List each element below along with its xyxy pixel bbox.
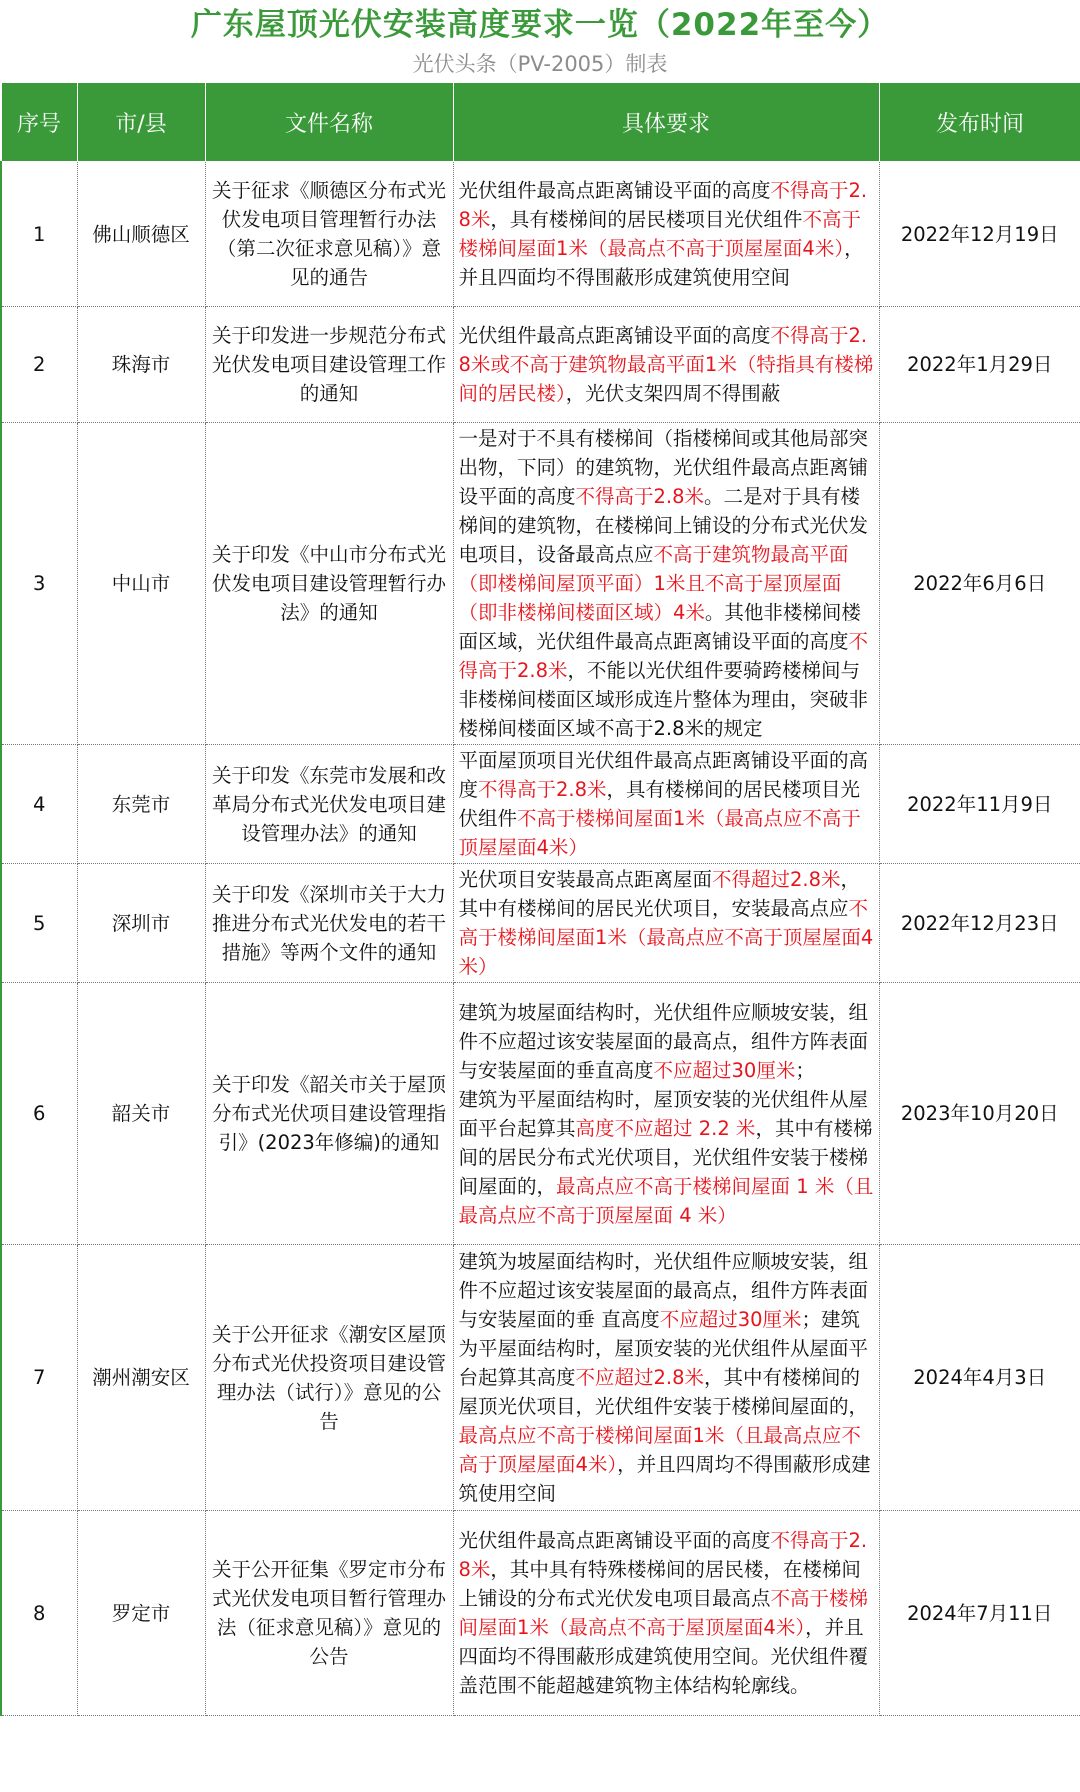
requirement-highlight: 不应超过30厘米: [653, 1058, 796, 1082]
requirement-text: ，并且四面均不得围蔽形成建筑使用空间。光伏组件覆盖范围不能超越建筑物主体结构轮廓线。: [458, 1616, 869, 1697]
release-date-cell: 2022年12月23日: [879, 864, 1080, 983]
release-date-cell: 2024年7月11日: [879, 1511, 1080, 1716]
requirement-text: ，光伏支架四周不得围蔽: [565, 382, 781, 405]
row-number-cell: 5: [1, 864, 77, 983]
column-header-city: 市/县: [77, 83, 205, 162]
requirement-cell: [453, 162, 879, 307]
page-subtitle: 光伏头条（PV-2005）制表: [412, 52, 668, 76]
requirement-highlight: 高度不应超过 2.2 米: [575, 1116, 756, 1140]
requirement-text: 。其他非楼梯间楼面区域，光伏组件最高点距离铺设平面的高度: [458, 601, 861, 653]
release-date-cell: 2022年11月9日: [879, 745, 1080, 864]
requirement-cell: [453, 1245, 879, 1511]
requirement-highlight: 不高于建筑物最高平面（即楼梯间屋顶平面）1米且不高于屋顶屋面（即非楼梯间楼面区域）4米: [458, 543, 849, 624]
release-date-cell: 2022年12月19日: [879, 162, 1080, 307]
city-cell: 潮州潮安区: [77, 1245, 205, 1511]
requirement-highlight: 不得超过2.8米: [712, 868, 841, 891]
requirement-highlight: 不得高于2.8米: [458, 630, 869, 682]
document-name-cell: 关于公开征集《罗定市分布式光伏发电项目暂行管理办法（征求意见稿）》意见的公告: [205, 1511, 453, 1716]
requirement-highlight: 不高于楼梯间屋面1米（最高点不高于顶屋屋面4米）: [458, 208, 861, 260]
requirement-highlight: 不得高于2.8米: [458, 179, 868, 231]
document-name-cell: 关于印发进一步规范分布式光伏发电项目建设管理工作的通知: [205, 307, 453, 423]
requirement-text: 平面屋顶项目光伏组件最高点距离铺设平面的高度: [458, 749, 869, 801]
requirement-text: ，其中有楼梯间的屋顶光伏项目，光伏组件安装于楼梯间屋面的，: [458, 1366, 869, 1418]
requirement-text: ，并且四周均不得围蔽形成建筑使用空间: [458, 1453, 871, 1505]
requirement-highlight: 不应超过30厘米: [659, 1308, 802, 1331]
release-date-cell: 2023年10月20日: [879, 983, 1080, 1245]
table-row: [1, 162, 1080, 307]
requirement-highlight: 不高于楼梯间屋面1米（最高点应不高于顶屋屋面4米）: [458, 897, 874, 978]
city-cell: 韶关市: [77, 983, 205, 1245]
city-cell: 深圳市: [77, 864, 205, 983]
city-cell: 东莞市: [77, 745, 205, 864]
requirement-text: ，并且四面均不得围蔽形成建筑使用空间: [458, 237, 864, 289]
requirement-highlight: 不得高于2.8米或不高于建筑物最高平面1米（特指具有楼梯间的居民楼）: [458, 324, 874, 405]
row-number-cell: 6: [1, 983, 77, 1245]
requirement-text: 建筑为坡屋面结构时，光伏组件应顺坡安装，组件不应超过该安装屋面的最高点，组件方阵表面与安装屋面的垂 直高度: [458, 1250, 869, 1331]
requirement-highlight: 不得高于2.8米: [575, 485, 705, 508]
requirement-text: 光伏组件最高点距离铺设平面的高度: [458, 324, 771, 347]
requirement-text: 建筑为平屋面结构时，屋顶安装的光伏组件从屋面平台起算其: [458, 1087, 869, 1140]
document-name-cell: 关于征求《顺德区分布式光伏发电项目管理暂行办法（第二次征求意见稿）》意见的通告: [205, 162, 453, 307]
column-header-no: 序号: [1, 83, 77, 162]
row-number-cell: 1: [1, 162, 77, 307]
requirement-text: 光伏项目安装最高点距离屋面: [458, 868, 713, 891]
table-header-row: [1, 83, 1080, 162]
requirement-text: ，其中具有特殊楼梯间的居民楼，在楼梯间上铺设的分布式光伏发电项目最高点: [458, 1558, 861, 1610]
requirement-highlight: 不高于楼梯间屋面1米（最高点应不高于顶屋屋面4米）: [458, 807, 861, 859]
requirement-text: 一是对于不具有楼梯间（指楼梯间或其他局部突出物，下同）的建筑物，光伏组件最高点距离铺设平面的高度: [458, 427, 869, 508]
release-date-cell: 2024年4月3日: [879, 1245, 1080, 1511]
requirement-highlight: 最高点应不高于楼梯间屋面 1 米（且最高点应不高于顶屋屋面 4 米）: [458, 1174, 874, 1227]
column-header-document: 文件名称: [205, 83, 453, 162]
document-name-cell: 关于印发《深圳市关于大力推进分布式光伏发电的若干措施》等两个文件的通知: [205, 864, 453, 983]
requirement-cell: [453, 307, 879, 423]
table-row: [1, 983, 1080, 1245]
requirement-text: 建筑为坡屋面结构时，光伏组件应顺坡安装，组件不应超过该安装屋面的最高点，组件方阵表面与安装屋面的垂直高度: [458, 1000, 869, 1082]
column-header-date: 发布时间: [879, 83, 1080, 162]
requirement-text: ；建筑为平屋面结构时，屋顶安装的光伏组件从屋面平台起算其高度: [458, 1308, 869, 1389]
table-row: [1, 1511, 1080, 1716]
row-number-cell: 3: [1, 423, 77, 745]
requirement-highlight: 不高于楼梯间屋面1米（最高点不高于屋顶屋面4米）: [458, 1587, 869, 1639]
row-number-cell: 7: [1, 1245, 77, 1511]
requirement-text: ，不能以光伏组件要骑跨楼梯间与非楼梯间楼面区域形成连片整体为理由，突破非楼梯间楼面区域不高于2.8米的规定: [458, 659, 869, 740]
requirements-table: [0, 82, 1080, 1716]
table-row: [1, 1245, 1080, 1511]
row-number-cell: 4: [1, 745, 77, 864]
city-cell: 中山市: [77, 423, 205, 745]
release-date-cell: 2022年1月29日: [879, 307, 1080, 423]
row-number-cell: 2: [1, 307, 77, 423]
table-row: [1, 423, 1080, 745]
table-row: [1, 307, 1080, 423]
row-number-cell: 8: [1, 1511, 77, 1716]
requirement-text: ，具有楼梯间的居民楼项目光伏组件: [490, 208, 803, 231]
requirement-text: 。二是对于具有楼梯间的建筑物，在楼梯间上铺设的分布式光伏发电项目，设备最高点应: [458, 485, 869, 566]
requirement-highlight: 不得高于2.8米: [458, 1529, 868, 1581]
requirement-cell: [453, 864, 879, 983]
requirement-highlight: 不应超过2.8米: [575, 1366, 705, 1389]
requirement-text: ，具有楼梯间的居民楼项目光伏组件: [458, 778, 861, 830]
requirement-text: ；: [795, 1058, 815, 1082]
document-name-cell: 关于印发《东莞市发展和改革局分布式光伏发电项目建设管理办法》的通知: [205, 745, 453, 864]
city-cell: 佛山顺德区: [77, 162, 205, 307]
requirement-text: ，其中有楼梯间的居民分布式光伏项目，光伏组件安装于楼梯间屋面的，: [458, 1116, 873, 1198]
requirement-cell: [453, 983, 879, 1245]
document-name-cell: 关于印发《韶关市关于屋顶分布式光伏项目建设管理指引》(2023年修编)的通知: [205, 983, 453, 1245]
release-date-cell: 2022年6月6日: [879, 423, 1080, 745]
requirement-cell: [453, 745, 879, 864]
column-header-requirement: 具体要求: [453, 83, 879, 162]
table-row: [1, 745, 1080, 864]
document-name-cell: 关于印发《中山市分布式光伏发电项目建设管理暂行办法》的通知: [205, 423, 453, 745]
requirement-cell: [453, 423, 879, 745]
requirement-highlight: 最高点应不高于楼梯间屋面1米（且最高点应不高于顶屋屋面4米）: [458, 1424, 861, 1476]
document-name-cell: 关于公开征求《潮安区屋顶分布式光伏投资项目建设管理办法（试行）》意见的公告: [205, 1245, 453, 1511]
city-cell: 珠海市: [77, 307, 205, 423]
page-title: 广东屋顶光伏安装高度要求一览（2022年至今）: [190, 7, 890, 43]
table-row: [1, 864, 1080, 983]
city-cell: 罗定市: [77, 1511, 205, 1716]
requirement-text: 光伏组件最高点距离铺设平面的高度: [458, 1529, 771, 1552]
requirement-text: 光伏组件最高点距离铺设平面的高度: [458, 179, 771, 202]
requirement-text: ，其中有楼梯间的居民光伏项目，安装最高点应: [458, 868, 861, 920]
requirement-highlight: 不得高于2.8米: [478, 778, 607, 801]
requirement-cell: [453, 1511, 879, 1716]
